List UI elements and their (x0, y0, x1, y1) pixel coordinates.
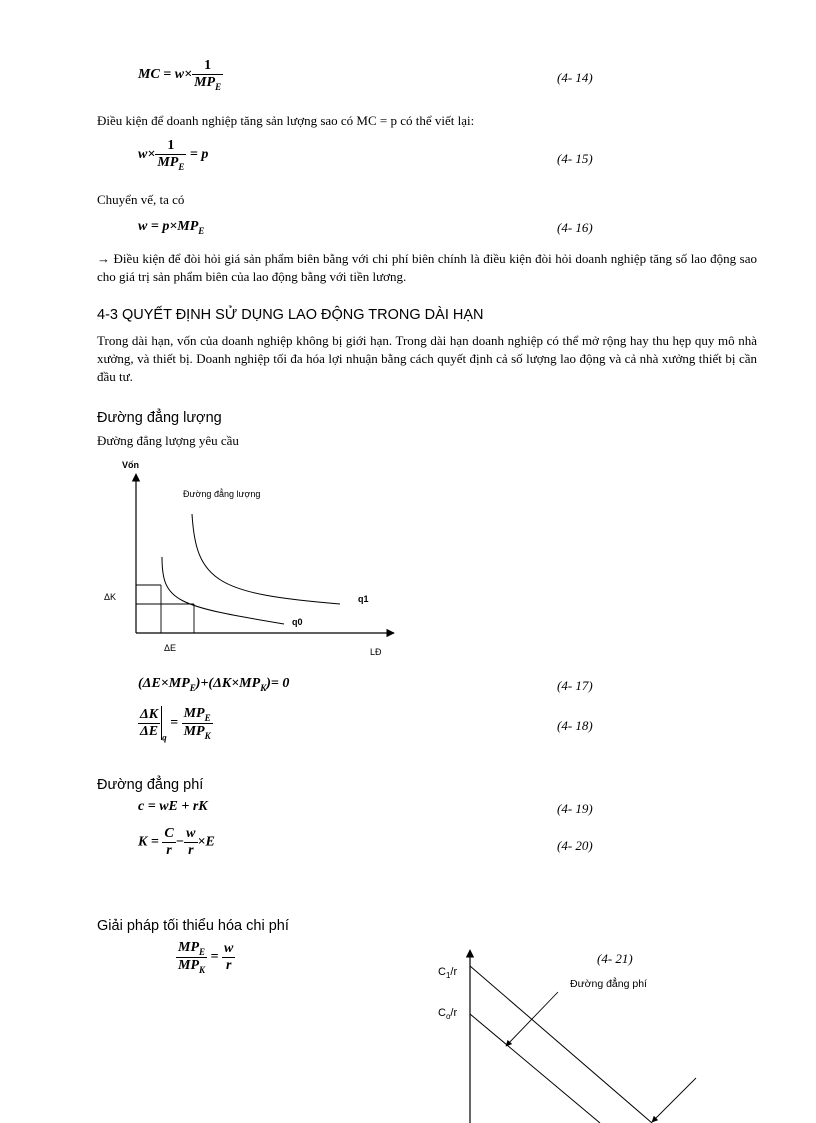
curve-q1 (192, 514, 340, 604)
eq14-fraction (192, 58, 223, 92)
equation-4-18 (138, 706, 213, 743)
q0-label: q0 (292, 617, 303, 627)
eqno-4-17: (4- 17) (557, 678, 593, 693)
eq18-right-fraction (182, 706, 213, 741)
eq17-part2: )+(ΔK×MP (195, 676, 261, 691)
eq18-rden: MP (183, 723, 205, 739)
eq14-den-sub: E (215, 81, 222, 92)
equation-4-17 (138, 676, 289, 693)
eq15-num: 1 (167, 138, 175, 153)
eq14-num: 1 (204, 58, 212, 73)
equation-4-16 (138, 219, 204, 236)
c1-label: $C_1/r$ (438, 966, 458, 980)
eqno-4-18: (4- 18) (557, 718, 593, 733)
eq21-num: MP (178, 940, 199, 955)
heading-min-cost: Giải pháp tối thiểu hóa chi phí (97, 918, 289, 934)
eq16-text: w = p×MP (138, 219, 199, 234)
eq18-cond: q (162, 732, 167, 743)
eqno-4-15: (4- 15) (557, 151, 593, 166)
c0-label: $C_o/r$ (438, 1007, 458, 1021)
eq20-frac1 (162, 826, 175, 859)
q1-label: q1 (358, 594, 369, 604)
paragraph-2: Chuyển vế, ta có (97, 192, 185, 207)
eq18-lnum: ΔK (140, 706, 159, 722)
eq17-part3: )= 0 (266, 676, 290, 691)
eq15-lhs: w× (138, 147, 156, 163)
eq21-den: MP (178, 957, 199, 973)
eqno-4-14: (4- 14) (557, 70, 593, 85)
eqno-4-16: (4- 16) (557, 220, 593, 235)
eq20-tail: ×E (197, 834, 215, 850)
isoquant-diagram (100, 452, 410, 662)
de-label: ΔE (164, 643, 177, 653)
eq18-lden: ΔE (140, 723, 159, 739)
eqno-4-19: (4- 19) (557, 801, 593, 816)
eq21-rden: r (222, 957, 235, 974)
isocost-label: Đường đẳng phí (570, 978, 647, 990)
paragraph-4: Trong dài hạn, vốn của doanh nghiệp không bị giới hạn. Trong dài hạn doanh nghiệp có thể mở rộng hay thu hẹp quy mô nhà xưởng, và thiết bị. Doanh nghiệp tối đa hóa lợi nhuận bằng cách quyết định cả số lượng lao động và cả nhà xưởng thiết bị cần đầu tư. (97, 333, 757, 384)
isocost-diagram (430, 942, 710, 1123)
eq18-left-fraction (138, 707, 160, 740)
eq21-den-sub: K (199, 964, 206, 975)
heading-isoquant: Đường đẳng lượng (97, 410, 222, 426)
section-title: 4-3 QUYẾT ĐỊNH SỬ DỤNG LAO ĐỘNG TRONG DÀI HẠN (97, 307, 484, 323)
equation-4-20 (138, 826, 215, 859)
eq14-lhs: MC = w× (138, 67, 193, 83)
eq21-left-fraction (176, 940, 207, 975)
isocost-line-c0 (470, 1014, 600, 1123)
eq18-rnum: MP (183, 706, 205, 721)
eq18-rnum-sub: E (204, 712, 211, 723)
eqno-4-21: (4- 21) (597, 951, 633, 966)
y-axis-label: Vốn (122, 460, 139, 470)
eq20-f2num: w (186, 826, 196, 841)
eq16-sub: E (198, 225, 205, 236)
equation-4-21 (176, 940, 235, 975)
equation-4-14 (138, 58, 223, 92)
eq17-sub1: E (189, 682, 196, 693)
eq21-rnum: w (224, 940, 234, 956)
eq20-f1den: r (162, 842, 175, 859)
eq15-rhs: = p (189, 147, 209, 163)
eqno-4-20: (4- 20) (557, 838, 593, 853)
eq15-fraction (155, 138, 186, 172)
eq20-minus: − (175, 834, 185, 850)
equation-4-15 (138, 138, 208, 172)
eq20-f2den: r (184, 842, 197, 859)
curve-label: Đường đẳng lượng (183, 489, 261, 499)
eq17-part1: (ΔE×MP (138, 676, 190, 691)
eq14-den: MP (194, 75, 216, 90)
paragraph-1: Điều kiện để doanh nghiệp tăng sản lượng sao có MC = p có thể viết lại: (97, 113, 475, 128)
eq19-text: c = wE + rK (138, 799, 208, 814)
eq15-den: MP (157, 155, 179, 170)
x-axis-label: LĐ (370, 647, 382, 657)
eq21-right-fraction (222, 941, 235, 974)
pointer-arrow-1 (506, 992, 558, 1046)
eq21-num-sub: E (199, 946, 206, 957)
eq17-sub2: K (260, 682, 267, 693)
dk-label: ΔK (104, 592, 117, 602)
eq20-f1num: C (164, 826, 174, 841)
heading-isocost: Đường đẳng phí (97, 777, 204, 793)
eq20-lhs: K = (138, 834, 159, 850)
paragraph-5: Đường đẳng lượng yêu cầu (97, 433, 239, 448)
pointer-arrow-2 (652, 1078, 696, 1122)
eq18-eq: = (170, 715, 179, 731)
eq18-rden-sub: K (204, 730, 211, 741)
curve-q0 (162, 557, 284, 624)
eq21-eq: = (210, 949, 219, 965)
eq15-den-sub: E (178, 161, 185, 172)
eq20-frac2 (184, 826, 197, 859)
paragraph-3: → Điều kiện để đòi hỏi giá sản phẩm biên bằng với chi phí biên chính là điều kiện đòi hỏi doanh nghiệp tăng số lao động sao cho giá trị sản phẩm biên của lao động bằng với tiền lương. (97, 251, 757, 284)
equation-4-19 (138, 799, 208, 815)
